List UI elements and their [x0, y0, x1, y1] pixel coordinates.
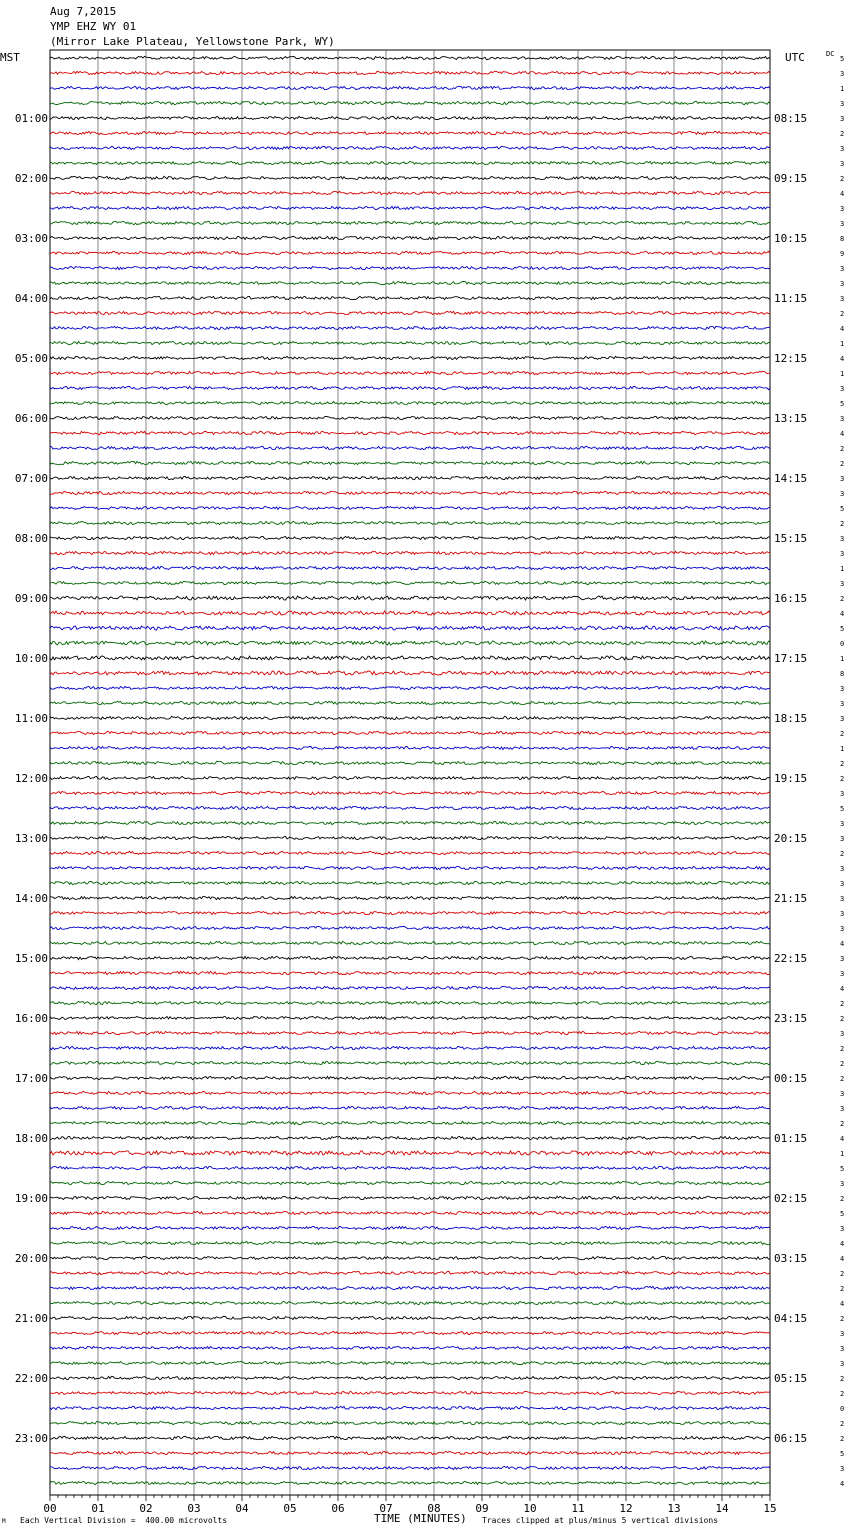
dc-value: 4	[840, 1240, 845, 1248]
dc-value: 5	[840, 505, 845, 513]
x-tick-label: 00	[43, 1502, 57, 1515]
hour-label-left: 05:00	[14, 352, 48, 365]
x-tick-label: 05	[283, 1502, 297, 1515]
dc-value: 3	[840, 280, 845, 288]
hour-label-left: 19:00	[14, 1192, 48, 1205]
dc-value: 5	[840, 805, 845, 813]
dc-value: 2	[840, 1015, 845, 1023]
hour-label-left: 23:00	[14, 1432, 48, 1445]
hour-label-right: 17:15	[774, 652, 808, 665]
trace-green	[50, 281, 770, 284]
dc-value: 3	[840, 550, 845, 558]
left-timezone: MST	[0, 51, 20, 64]
trace-blue	[50, 626, 770, 630]
dc-value: 4	[840, 1480, 845, 1488]
dc-value: 2	[840, 445, 845, 453]
trace-blue	[50, 686, 770, 689]
x-tick-label: 07	[379, 1502, 393, 1515]
hour-label-left: 21:00	[14, 1312, 48, 1325]
trace-blue	[50, 266, 770, 269]
trace-green	[50, 221, 770, 224]
trace-green	[50, 101, 770, 104]
dc-value: 8	[840, 235, 845, 243]
dc-value: 4	[840, 190, 845, 198]
x-tick-label: 08	[427, 1502, 441, 1515]
dc-value: 3	[840, 880, 845, 888]
dc-value: 3	[840, 895, 845, 903]
trace-green	[50, 641, 770, 645]
trace-black	[50, 56, 770, 59]
x-tick-label: 06	[331, 1502, 345, 1515]
trace-red	[50, 251, 770, 254]
dc-value: 2	[840, 1120, 845, 1128]
hour-label-left: 14:00	[14, 892, 48, 905]
dc-value: 1	[840, 370, 845, 378]
dc-value: 3	[840, 1465, 845, 1473]
trace-green	[50, 1481, 770, 1484]
trace-blue	[50, 806, 770, 809]
trace-blue	[50, 1046, 770, 1049]
trace-red	[50, 1331, 770, 1334]
dc-value: 3	[840, 955, 845, 963]
trace-red	[50, 1271, 770, 1274]
dc-value: 3	[840, 1330, 845, 1338]
trace-black	[50, 1376, 770, 1379]
dc-value: 2	[840, 1045, 845, 1053]
trace-blue	[50, 866, 770, 869]
hour-label-left: 01:00	[14, 112, 48, 125]
dc-value: 1	[840, 1150, 845, 1158]
hour-label-right: 01:15	[774, 1132, 808, 1145]
dc-value: 4	[840, 1300, 845, 1308]
trace-red	[50, 611, 770, 615]
dc-value: 2	[840, 1390, 845, 1398]
dc-value: 1	[840, 565, 845, 573]
dc-value: 3	[840, 970, 845, 978]
trace-green	[50, 1061, 770, 1064]
dc-value: 8	[840, 670, 845, 678]
dc-value: 2	[840, 175, 845, 183]
dc-value: 3	[840, 220, 845, 228]
hour-label-left: 04:00	[14, 292, 48, 305]
hour-label-right: 04:15	[774, 1312, 808, 1325]
dc-value: 5	[840, 1210, 845, 1218]
dc-value: 1	[840, 340, 845, 348]
x-tick-label: 11	[571, 1502, 585, 1515]
header-station: YMP EHZ WY 01	[50, 20, 137, 33]
dc-value: 3	[840, 835, 845, 843]
trace-black	[50, 1436, 770, 1439]
hour-label-left: 15:00	[14, 952, 48, 965]
trace-blue	[50, 206, 770, 209]
trace-red	[50, 731, 770, 734]
trace-black	[50, 416, 770, 419]
dc-value: 2	[840, 775, 845, 783]
trace-black	[50, 1136, 770, 1139]
dc-value: 3	[840, 685, 845, 693]
dc-value: 2	[840, 1075, 845, 1083]
trace-red	[50, 1391, 770, 1394]
hour-label-left: 16:00	[14, 1012, 48, 1025]
trace-black	[50, 356, 770, 359]
x-tick-label: 10	[523, 1502, 537, 1515]
trace-blue	[50, 326, 770, 329]
trace-black	[50, 896, 770, 899]
trace-red	[50, 851, 770, 854]
trace-green	[50, 821, 770, 824]
dc-value: 2	[840, 1315, 845, 1323]
trace-green	[50, 1121, 770, 1124]
trace-black	[50, 536, 770, 539]
dc-value: 3	[840, 145, 845, 153]
dc-value: 2	[840, 460, 845, 468]
x-tick-label: 04	[235, 1502, 249, 1515]
footer-corner: M	[2, 1518, 6, 1525]
trace-red	[50, 1451, 770, 1454]
dc-value: 2	[840, 1375, 845, 1383]
dc-value: 4	[840, 355, 845, 363]
trace-red	[50, 491, 770, 494]
dc-value: 4	[840, 1135, 845, 1143]
x-axis-label: TIME (MINUTES)	[374, 1512, 467, 1525]
dc-value: 3	[840, 100, 845, 108]
trace-red	[50, 971, 770, 974]
trace-red	[50, 1151, 770, 1155]
dc-value: 4	[840, 1255, 845, 1263]
dc-value: 2	[840, 1435, 845, 1443]
trace-black	[50, 1196, 770, 1199]
dc-value: 0	[840, 1405, 845, 1413]
hour-label-right: 12:15	[774, 352, 808, 365]
dc-value: 4	[840, 325, 845, 333]
hour-label-right: 00:15	[774, 1072, 808, 1085]
hour-label-left: 02:00	[14, 172, 48, 185]
trace-red	[50, 671, 770, 675]
hour-label-right: 22:15	[774, 952, 808, 965]
dc-value: 1	[840, 85, 845, 93]
dc-value: 3	[840, 1360, 845, 1368]
dc-value: 3	[840, 1225, 845, 1233]
x-tick-label: 15	[763, 1502, 777, 1515]
dc-value: 2	[840, 1420, 845, 1428]
hour-label-right: 06:15	[774, 1432, 808, 1445]
dc-value: 5	[840, 55, 845, 63]
trace-black	[50, 716, 770, 719]
dc-value: 2	[840, 1285, 845, 1293]
trace-red	[50, 1211, 770, 1214]
hour-label-right: 15:15	[774, 532, 808, 545]
hour-label-left: 06:00	[14, 412, 48, 425]
trace-black	[50, 116, 770, 119]
trace-green	[50, 761, 770, 764]
footer-scale: Each Vertical Division = 400.00 microvolts	[20, 1516, 228, 1525]
dc-value: 4	[840, 985, 845, 993]
trace-green	[50, 161, 770, 164]
trace-red	[50, 1091, 770, 1094]
dc-value: 3	[840, 790, 845, 798]
trace-red	[50, 911, 770, 914]
right-timezone: UTC	[785, 51, 805, 64]
trace-black	[50, 656, 770, 660]
hour-label-right: 21:15	[774, 892, 808, 905]
dc-value: 5	[840, 400, 845, 408]
trace-green	[50, 341, 770, 344]
trace-red	[50, 191, 770, 194]
trace-red	[50, 71, 770, 74]
dc-value: 2	[840, 850, 845, 858]
hour-label-right: 09:15	[774, 172, 808, 185]
hour-label-left: 10:00	[14, 652, 48, 665]
trace-blue	[50, 1406, 770, 1409]
trace-green	[50, 581, 770, 584]
hour-label-right: 13:15	[774, 412, 808, 425]
hour-label-left: 11:00	[14, 712, 48, 725]
x-tick-label: 13	[667, 1502, 681, 1515]
dc-value: 1	[840, 745, 845, 753]
trace-green	[50, 1001, 770, 1004]
header-location: (Mirror Lake Plateau, Yellowstone Park, WY)	[50, 35, 335, 48]
dc-value: 2	[840, 730, 845, 738]
trace-black	[50, 776, 770, 779]
dc-value: 3	[840, 1345, 845, 1353]
trace-black	[50, 476, 770, 479]
dc-value: 2	[840, 595, 845, 603]
trace-blue	[50, 1466, 770, 1469]
hour-label-left: 12:00	[14, 772, 48, 785]
dc-value: 4	[840, 940, 845, 948]
dc-value: 2	[840, 1000, 845, 1008]
dc-value: 3	[840, 295, 845, 303]
dc-value: 3	[840, 820, 845, 828]
trace-blue	[50, 746, 770, 749]
x-tick-label: 12	[619, 1502, 633, 1515]
trace-black	[50, 1076, 770, 1079]
trace-blue	[50, 386, 770, 389]
hour-label-right: 23:15	[774, 1012, 808, 1025]
trace-blue	[50, 1166, 770, 1169]
x-tick-label: 02	[139, 1502, 153, 1515]
dc-value: 3	[840, 715, 845, 723]
dc-value: 3	[840, 1030, 845, 1038]
hour-label-left: 18:00	[14, 1132, 48, 1145]
hour-label-right: 10:15	[774, 232, 808, 245]
trace-blue	[50, 926, 770, 929]
dc-value: 2	[840, 760, 845, 768]
dc-value: 3	[840, 580, 845, 588]
trace-black	[50, 296, 770, 299]
dc-value: 2	[840, 130, 845, 138]
trace-blue	[50, 986, 770, 989]
trace-red	[50, 131, 770, 134]
hour-label-left: 09:00	[14, 592, 48, 605]
trace-blue	[50, 1286, 770, 1289]
trace-black	[50, 1256, 770, 1259]
trace-red	[50, 431, 770, 434]
dc-value: 5	[840, 625, 845, 633]
hour-label-right: 14:15	[774, 472, 808, 485]
dc-value: 3	[840, 1090, 845, 1098]
trace-red	[50, 311, 770, 314]
hour-label-right: 08:15	[774, 112, 808, 125]
trace-green	[50, 1181, 770, 1184]
dc-value: 3	[840, 925, 845, 933]
dc-value: 3	[840, 415, 845, 423]
hour-label-left: 03:00	[14, 232, 48, 245]
trace-green	[50, 461, 770, 464]
trace-green	[50, 401, 770, 404]
dc-value: 2	[840, 310, 845, 318]
trace-black	[50, 836, 770, 839]
trace-blue	[50, 1346, 770, 1349]
header-date: Aug 7,2015	[50, 5, 117, 18]
trace-blue	[50, 1106, 770, 1109]
trace-black	[50, 1316, 770, 1319]
trace-blue	[50, 446, 770, 449]
trace-red	[50, 791, 770, 794]
trace-green	[50, 881, 770, 884]
dc-value: 2	[840, 520, 845, 528]
hour-label-left: 20:00	[14, 1252, 48, 1265]
dc-value: 3	[840, 535, 845, 543]
trace-blue	[50, 1226, 770, 1229]
dc-value: 1	[840, 655, 845, 663]
trace-green	[50, 1361, 770, 1364]
trace-red	[50, 551, 770, 554]
trace-green	[50, 941, 770, 944]
hour-label-right: 16:15	[774, 592, 808, 605]
x-tick-label: 14	[715, 1502, 729, 1515]
trace-green	[50, 1301, 770, 1304]
dc-value: 3	[840, 265, 845, 273]
hour-label-left: 07:00	[14, 472, 48, 485]
trace-red	[50, 1031, 770, 1034]
dc-value: 3	[840, 115, 845, 123]
x-tick-label: 01	[91, 1502, 105, 1515]
dc-value: 9	[840, 250, 845, 258]
trace-black	[50, 956, 770, 959]
dc-value: 2	[840, 1195, 845, 1203]
trace-green	[50, 521, 770, 524]
hour-label-right: 02:15	[774, 1192, 808, 1205]
trace-red	[50, 371, 770, 374]
hour-label-right: 20:15	[774, 832, 808, 845]
trace-blue	[50, 566, 770, 569]
dc-value: 3	[840, 385, 845, 393]
trace-blue	[50, 146, 770, 149]
trace-blue	[50, 506, 770, 509]
dc-value: 3	[840, 160, 845, 168]
dc-value: 3	[840, 1105, 845, 1113]
dc-value: 2	[840, 1060, 845, 1068]
hour-label-right: 18:15	[774, 712, 808, 725]
x-tick-label: 03	[187, 1502, 201, 1515]
dc-value: 5	[840, 1165, 845, 1173]
dc-value: 0	[840, 640, 845, 648]
trace-green	[50, 1241, 770, 1244]
trace-green	[50, 1421, 770, 1424]
dc-value: 3	[840, 1180, 845, 1188]
hour-label-left: 22:00	[14, 1372, 48, 1385]
trace-black	[50, 236, 770, 239]
hour-label-left: 13:00	[14, 832, 48, 845]
hour-label-right: 19:15	[774, 772, 808, 785]
dc-value: 3	[840, 475, 845, 483]
trace-black	[50, 176, 770, 179]
hour-label-right: 03:15	[774, 1252, 808, 1265]
hour-label-left: 17:00	[14, 1072, 48, 1085]
hour-label-left: 08:00	[14, 532, 48, 545]
dc-value: 3	[840, 910, 845, 918]
dc-label: DC	[826, 50, 835, 58]
dc-value: 5	[840, 1450, 845, 1458]
dc-value: 3	[840, 205, 845, 213]
dc-value: 3	[840, 490, 845, 498]
trace-black	[50, 596, 770, 600]
hour-label-right: 11:15	[774, 292, 808, 305]
dc-value: 3	[840, 700, 845, 708]
dc-value: 4	[840, 610, 845, 618]
dc-value: 2	[840, 1270, 845, 1278]
trace-green	[50, 701, 770, 704]
trace-black	[50, 1016, 770, 1019]
dc-value: 3	[840, 70, 845, 78]
hour-label-right: 05:15	[774, 1372, 808, 1385]
dc-value: 4	[840, 430, 845, 438]
x-tick-label: 09	[475, 1502, 489, 1515]
trace-blue	[50, 86, 770, 89]
dc-value: 3	[840, 865, 845, 873]
footer-clip: Traces clipped at plus/minus 5 vertical divisions	[482, 1516, 719, 1525]
